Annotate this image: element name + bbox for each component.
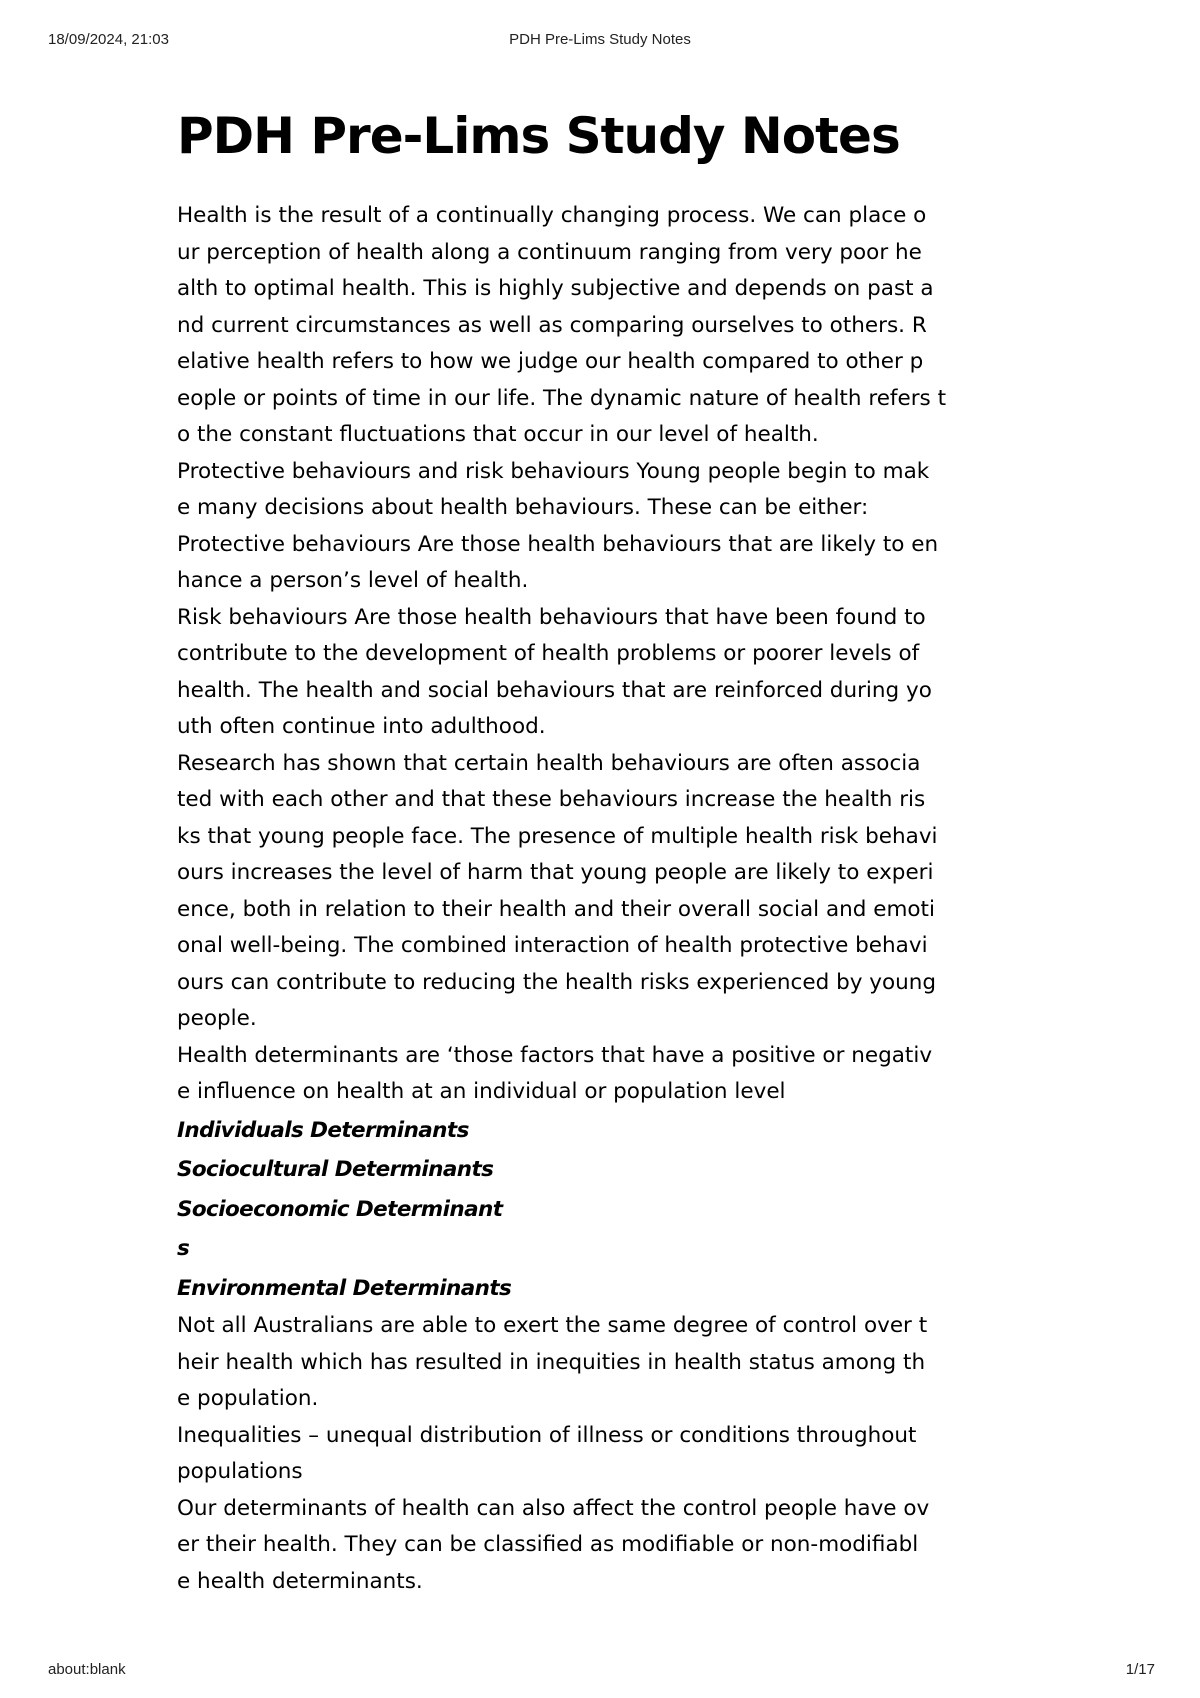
body-line: health. The health and social behaviours that are reinforced during yo	[177, 677, 932, 703]
body-line: ence, both in relation to their health and their overall social and emoti	[177, 896, 935, 922]
body-line: ur perception of health along a continuum ranging from very poor he	[177, 239, 922, 265]
print-header-title: PDH Pre-Lims Study Notes	[509, 31, 691, 48]
print-footer	[0, 1661, 1200, 1681]
body-line: Research has shown that certain health behaviours are often associa	[177, 750, 921, 776]
body-line: Inequalities – unequal distribution of illness or conditions throughout	[177, 1422, 917, 1448]
body-line: e influence on health at an individual or population level	[177, 1079, 786, 1104]
determinant-heading: s	[177, 1236, 190, 1261]
body-line: e population.	[177, 1386, 319, 1411]
body-line: Not all Australians are able to exert the same degree of control over t	[177, 1313, 928, 1338]
body-line: o the constant fluctuations that occur in our level of health.	[177, 422, 819, 447]
body-line: populations	[177, 1459, 303, 1484]
body-line: e many decisions about health behaviours. These can be either:	[177, 495, 869, 520]
body-line: Protective behaviours and risk behaviours Young people begin to mak	[177, 458, 930, 484]
page-title: PDH Pre-Lims Study Notes	[177, 107, 900, 165]
body-line: hance a person’s level of health.	[177, 568, 529, 593]
determinant-heading: Individuals Determinants	[177, 1117, 469, 1143]
body-line: Risk behaviours Are those health behaviours that have been found to	[177, 604, 926, 630]
determinant-heading: Environmental Determinants	[177, 1275, 512, 1301]
body-line: er their health. They can be classified as modifiable or non-modifiabl	[177, 1532, 919, 1557]
print-header	[0, 31, 1200, 51]
body-line: Health is the result of a continually changing process. We can place o	[177, 203, 927, 228]
body-line: ted with each other and that these behaviours increase the health ris	[177, 787, 926, 812]
body-line: e health determinants.	[177, 1568, 423, 1594]
determinant-heading: Sociocultural Determinants	[177, 1157, 494, 1182]
body-line: ours can contribute to reducing the health risks experienced by young	[177, 969, 937, 995]
body-line: Our determinants of health can also affect the control people have ov	[177, 1495, 930, 1521]
body-line: ours increases the level of harm that young people are likely to experi	[177, 860, 934, 885]
body-line: eople or points of time in our life. The dynamic nature of health refers t	[177, 385, 947, 411]
body-line: ks that young people face. The presence of multiple health risk behavi	[177, 823, 938, 849]
body-line: heir health which has resulted in inequities in health status among th	[177, 1349, 926, 1375]
body-line: Health determinants are ‘those factors that have a positive or negativ	[177, 1042, 933, 1068]
page-url: about:blank	[48, 1661, 126, 1678]
body-line: uth often continue into adulthood.	[177, 714, 546, 739]
body-line: contribute to the development of health problems or poorer levels of	[177, 641, 920, 666]
print-date: 18/09/2024, 21:03	[48, 31, 169, 48]
page-number: 1/17	[1125, 1661, 1155, 1678]
body-line: elative health refers to how we judge our health compared to other p	[177, 349, 924, 374]
body-line: alth to optimal health. This is highly subjective and depends on past a	[177, 276, 934, 301]
body-line: onal well-being. The combined interaction of health protective behavi	[177, 933, 928, 958]
body-line: nd current circumstances as well as comparing ourselves to others. R	[177, 312, 927, 338]
body-line: people.	[177, 1006, 257, 1031]
body-line: Protective behaviours Are those health behaviours that are likely to en	[177, 531, 939, 557]
determinant-heading: Socioeconomic Determinant	[177, 1196, 503, 1222]
document-body	[177, 198, 1037, 1600]
